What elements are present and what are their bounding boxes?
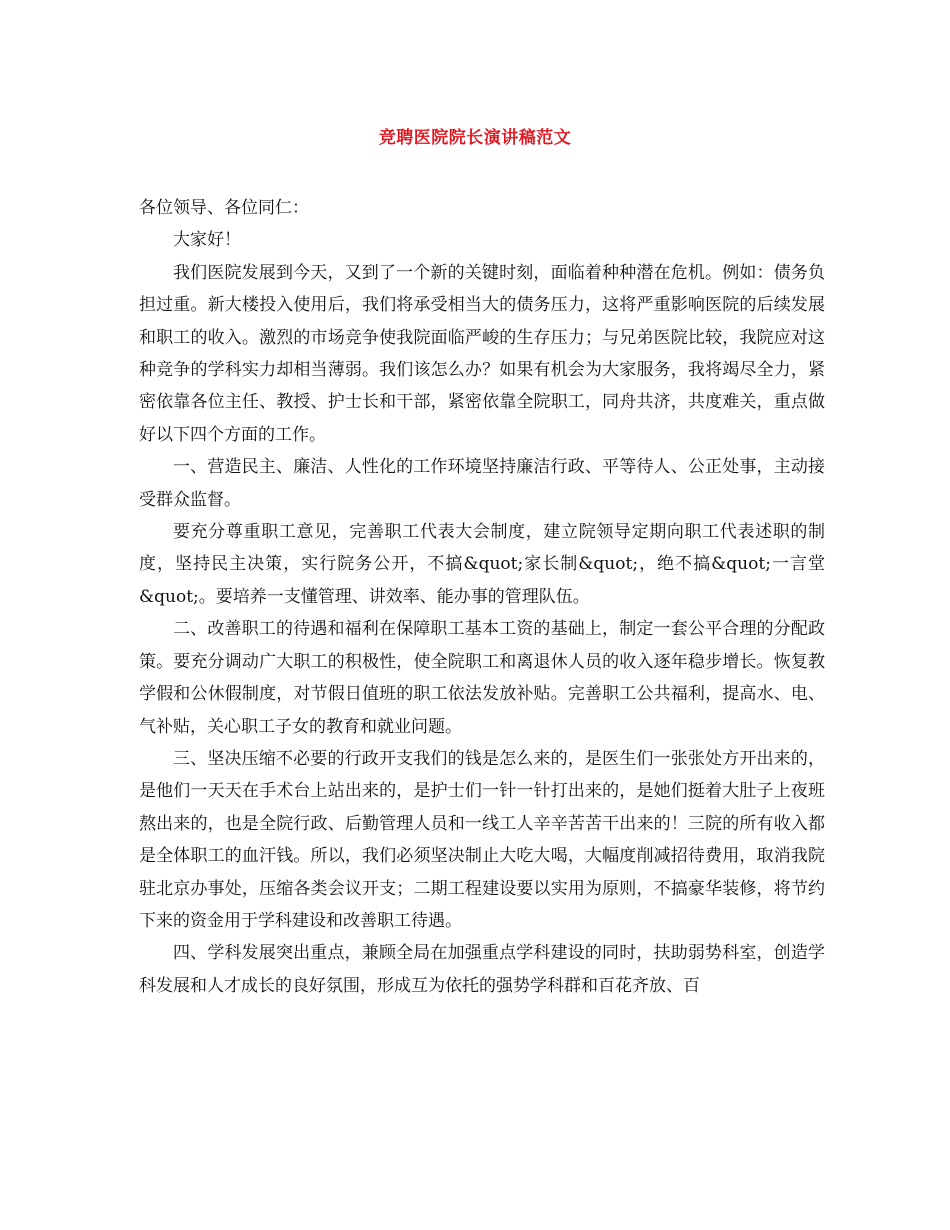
section-one-paragraph: 一、营造民主、廉洁、人性化的工作环境坚持廉洁行政、平等待人、公正处事，主动接受群众监督。 bbox=[139, 457, 825, 510]
document-body bbox=[139, 192, 825, 1002]
section-four-paragraph: 四、学科发展突出重点，兼顾全局在加强重点学科建设的同时，扶助弱势科室，创造学科发展和人才成长的良好氛围，形成互为依托的强势学科群和百花齐放、百 bbox=[139, 943, 825, 996]
intro-paragraph: 我们医院发展到今天，又到了一个新的关键时刻，面临着种种潜在危机。例如：债务负担过重。新大楼投入使用后，我们将承受相当大的债务压力，这将严重影响医院的后续发展和职工的收入。激烈的市场竞争使我院面临严峻的生存压力；与兄弟医院比较，我院应对这种竞争的学科实力却相当薄弱。我们该怎么办？如果有机会为大家服务，我将竭尽全力，紧密依靠各位主任、教授、护士长和干部，紧密依靠全院职工，同舟共济，共度难关，重点做好以下四个方面的工作。 bbox=[139, 262, 825, 445]
section-two-paragraph: 二、改善职工的待遇和福利在保障职工基本工资的基础上，制定一套公平合理的分配政策。要充分调动广大职工的积极性，使全院职工和离退休人员的收入逐年稳步增长。恢复教学假和公休假制度，对节假日值班的职工依法发放补贴。完善职工公共福利，提高水、电、气补贴，关心职工子女的教育和就业问题。 bbox=[139, 619, 825, 737]
salutation-paragraph: 各位领导、各位同仁： bbox=[139, 198, 309, 218]
document-title: 竞聘医院院长演讲稿范文 bbox=[378, 128, 572, 148]
section-three-paragraph: 三、坚决压缩不必要的行政开支我们的钱是怎么来的，是医生们一张张处方开出来的，是他们一天天在手术台上站出来的，是护士们一针一针打出来的，是她们挺着大肚子上夜班熬出来的，也是全院行政、后勤管理人员和一线工人辛辛苦苦干出来的！三院的所有收入都是全体职工的血汗钱。所以，我们必须坚决制止大吃大喝，大幅度削减招待费用，取消我院驻北京办事处，压缩各类会议开支；二期工程建设要以实用为原则，不搞豪华装修，将节约下来的资金用于学科建设和改善职工待遇。 bbox=[139, 748, 825, 931]
section-one-detail-paragraph: 要充分尊重职工意见，完善职工代表大会制度，建立院领导定期向职工代表述职的制度，坚持民主决策，实行院务公开，不搞&quot;家长制&quot;，绝不搞&quot;一言堂&quot;。要培养一支懂管理、讲效率、能办事的管理队伍。 bbox=[139, 522, 825, 607]
greeting-paragraph: 大家好！ bbox=[173, 230, 241, 251]
